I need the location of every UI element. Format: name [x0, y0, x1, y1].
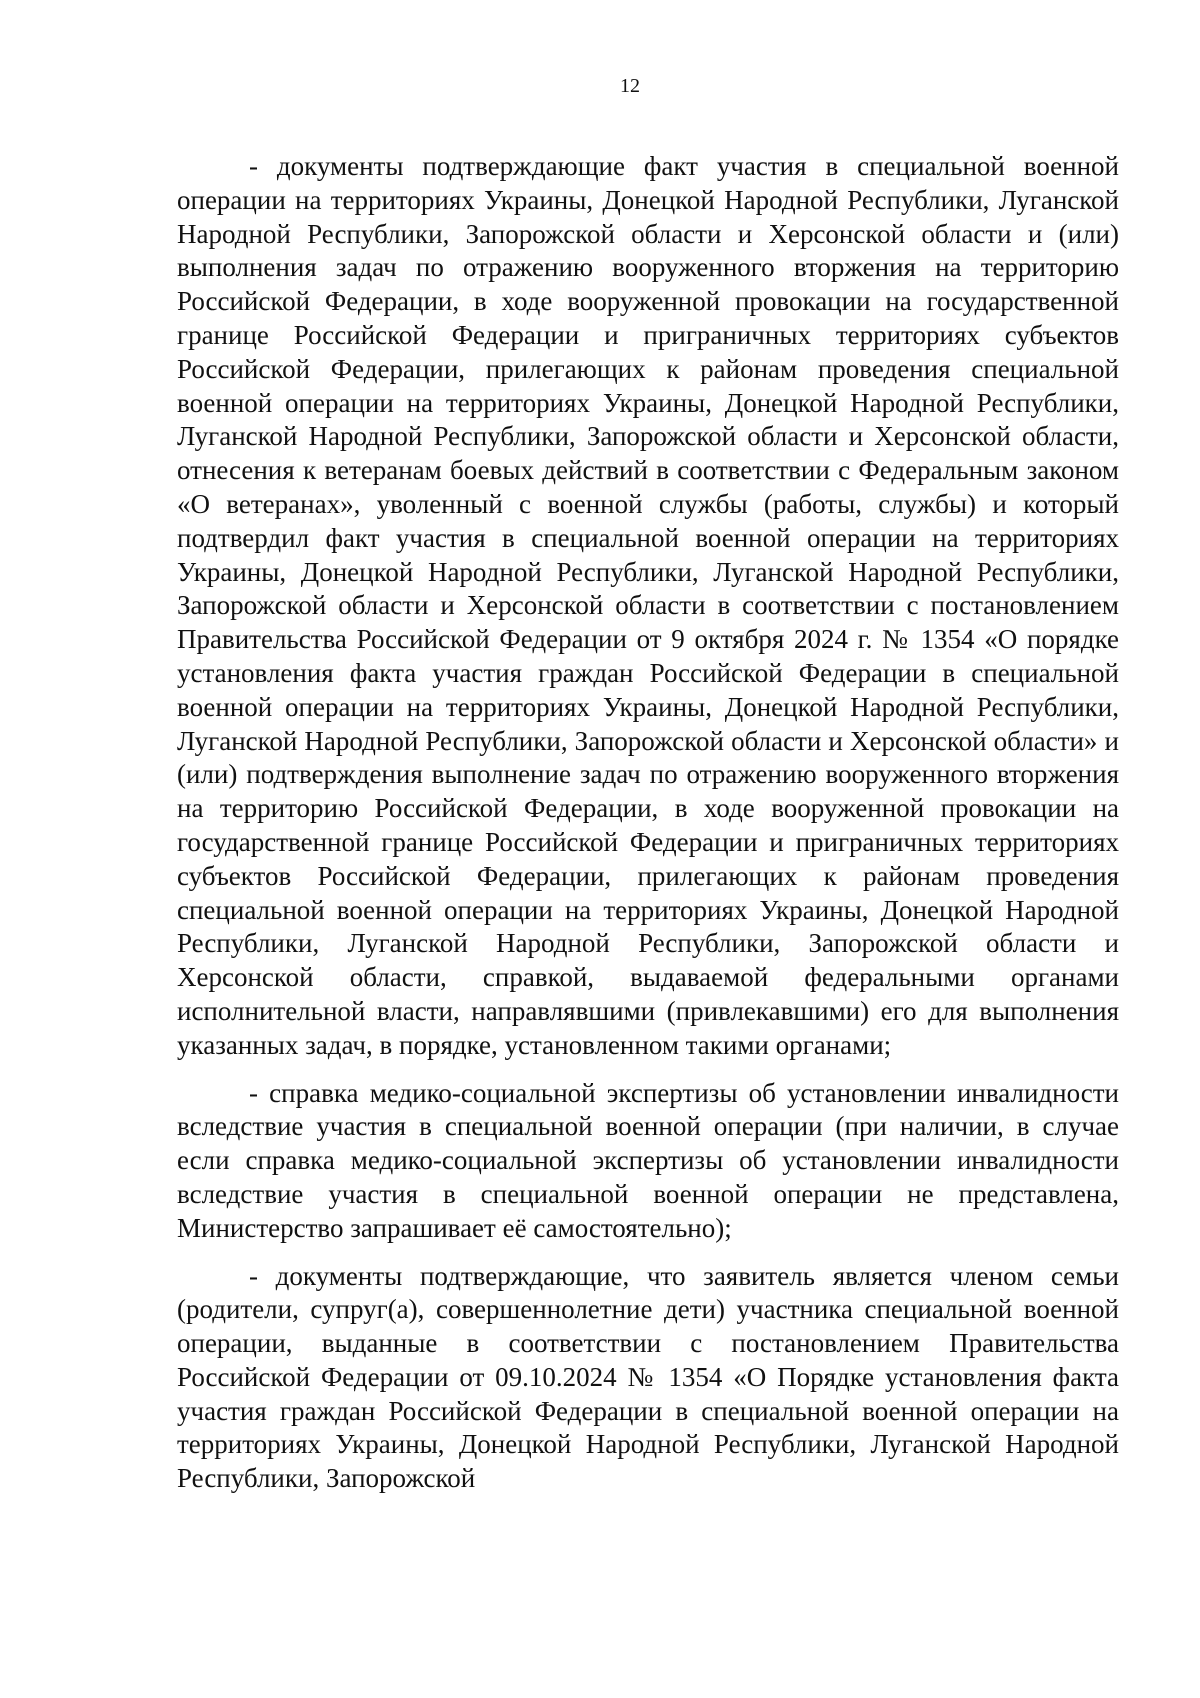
paragraph-disability-certificate: - справка медико-социальной экспертизы об установлении инвалидности вследствие участия в специальной военной операции (при наличии, в случае если справка медико-социальной экспертизы об установлении инвалидности вследствие участия в специальной военной операции не представлена, Министерство запрашивает её самостоятельно); [177, 1077, 1119, 1243]
document-body [177, 150, 1119, 1496]
paragraph-family-member-documents: - документы подтверждающие, что заявитель является членом семьи (родители, супруг(а), совершеннолетние дети) участника специальной военной операции, выданные в соответствии с постановлением Правительства Российской Федерации от 09.10.2024 № 1354 «О Порядке установления факта участия граждан Российской Федерации в специальной военной операции на территориях Украины, Донецкой Народной Республики, Луганской Народной Республики, Запорожской [177, 1260, 1119, 1494]
page-number: 12 [620, 75, 640, 97]
paragraph-military-participation-documents: - документы подтверждающие факт участия в специальной военной операции на территориях Украины, Донецкой Народной Республики, Луганской Народной Республики, Запорожской области и Херсонской области и (или) выполнения задач по отражению вооруженного вторжения на территорию Российской Федерации, в ходе вооруженной провокации на государственной границе Российской Федерации и приграничных территориях субъектов Российской Федерации, прилегающих к районам проведения специальной военной операции на территориях Украины, Донецкой Народной Республики, Луганской Народной Республики, Запорожской области и Херсонской области, отнесения к ветеранам боевых действий в соответствии с Федеральным законом «О ветеранах», уволенный с военной службы (работы, службы) и который подтвердил факт участия в специальной военной операции на территориях Украины, Донецкой Народной Республики, Луганской Народной Республики, Запорожской области и Херсонской области в соответствии с постановлением Правительства Российской Федерации от 9 октября 2024 г. № 1354 «О порядке установления факта участия граждан Российской Федерации в специальной военной операции на территориях Украины, Донецкой Народной Республики, Луганской Народной Республики, Запорожской области и Херсонской области» и (или) подтверждения выполнение задач по отражению вооруженного вторжения на территорию Российской Федерации, в ходе вооруженной провокации на государственной границе Российской Федерации и приграничных территориях субъектов Российской Федерации, прилегающих к районам проведения специальной военной операции на территориях Украины, Донецкой Народной Республики, Луганской Народной Республики, Запорожской области и Херсонской области, справкой, выдаваемой федеральными органами исполнительной власти, направлявшими (привлекавшими) его для выполнения указанных задач, в порядке, установленном такими органами; [177, 151, 1119, 1060]
